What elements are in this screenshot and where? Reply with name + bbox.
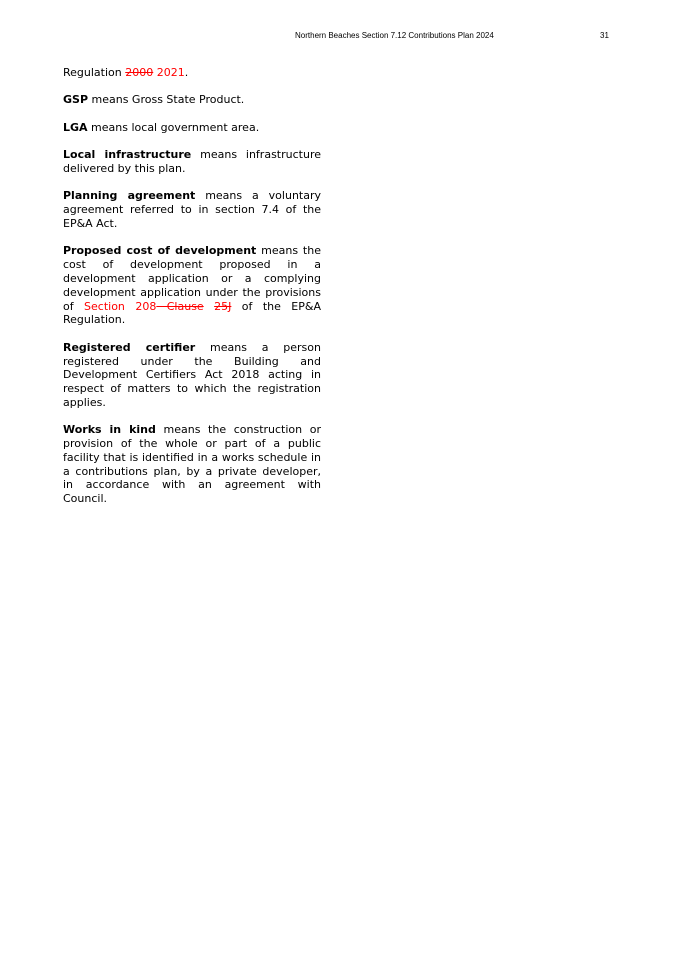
definition-paragraph — [63, 121, 321, 135]
defined-term: Local infrastructure — [63, 148, 192, 162]
defined-term: Proposed cost of development — [63, 244, 257, 258]
page-header — [0, 31, 675, 43]
definition-text: . — [184, 66, 189, 79]
definition-text: means local government area. — [87, 120, 260, 134]
definitions-list — [63, 66, 321, 520]
definition-paragraph — [63, 341, 321, 410]
header-title: Northern Beaches Section 7.12 Contributions Plan 2024 — [295, 31, 494, 40]
definition-text: of the EP&A Regulation. — [63, 299, 321, 327]
definition-paragraph — [63, 66, 321, 80]
definition-paragraph — [63, 423, 321, 506]
definition-paragraph — [63, 93, 321, 107]
defined-term: LGA — [63, 120, 88, 134]
defined-term: Works in kind — [63, 423, 156, 437]
inserted-text: 2021 — [156, 66, 185, 79]
definition-text: means the cost of development proposed in a development application or a complying development application under the provisions of — [63, 244, 321, 313]
deleted-text: 25J — [214, 299, 232, 313]
inserted-text: Section 208 — [84, 299, 157, 313]
definition-text: means infrastructure delivered by this plan. — [63, 148, 321, 175]
definition-text: Regulation — [63, 66, 126, 79]
definition-text: means a person registered under the Building and Development Certifiers Act 2018 acting in respect of matters to which the registration applies. — [63, 340, 321, 409]
defined-term: Registered certifier — [63, 340, 196, 354]
defined-term: GSP — [63, 93, 89, 107]
definition-text — [204, 300, 214, 313]
definition-text: means a voluntary agreement referred to in section 7.4 of the EP&A Act. — [63, 189, 321, 230]
definition-text: means Gross State Product. — [88, 93, 245, 107]
deleted-text: 2000 — [125, 66, 154, 79]
deleted-text: Clause — [156, 299, 204, 313]
definition-paragraph — [63, 244, 321, 327]
defined-term: Planning agreement — [63, 189, 196, 203]
definition-paragraph — [63, 189, 321, 230]
definition-paragraph — [63, 148, 321, 176]
page-number: 31 — [600, 31, 609, 40]
definition-text: means the construction or provision of the whole or part of a public facility that is identified in a works schedule in a contributions plan, by a private developer, in accordance with an agreement with Council. — [63, 423, 322, 506]
